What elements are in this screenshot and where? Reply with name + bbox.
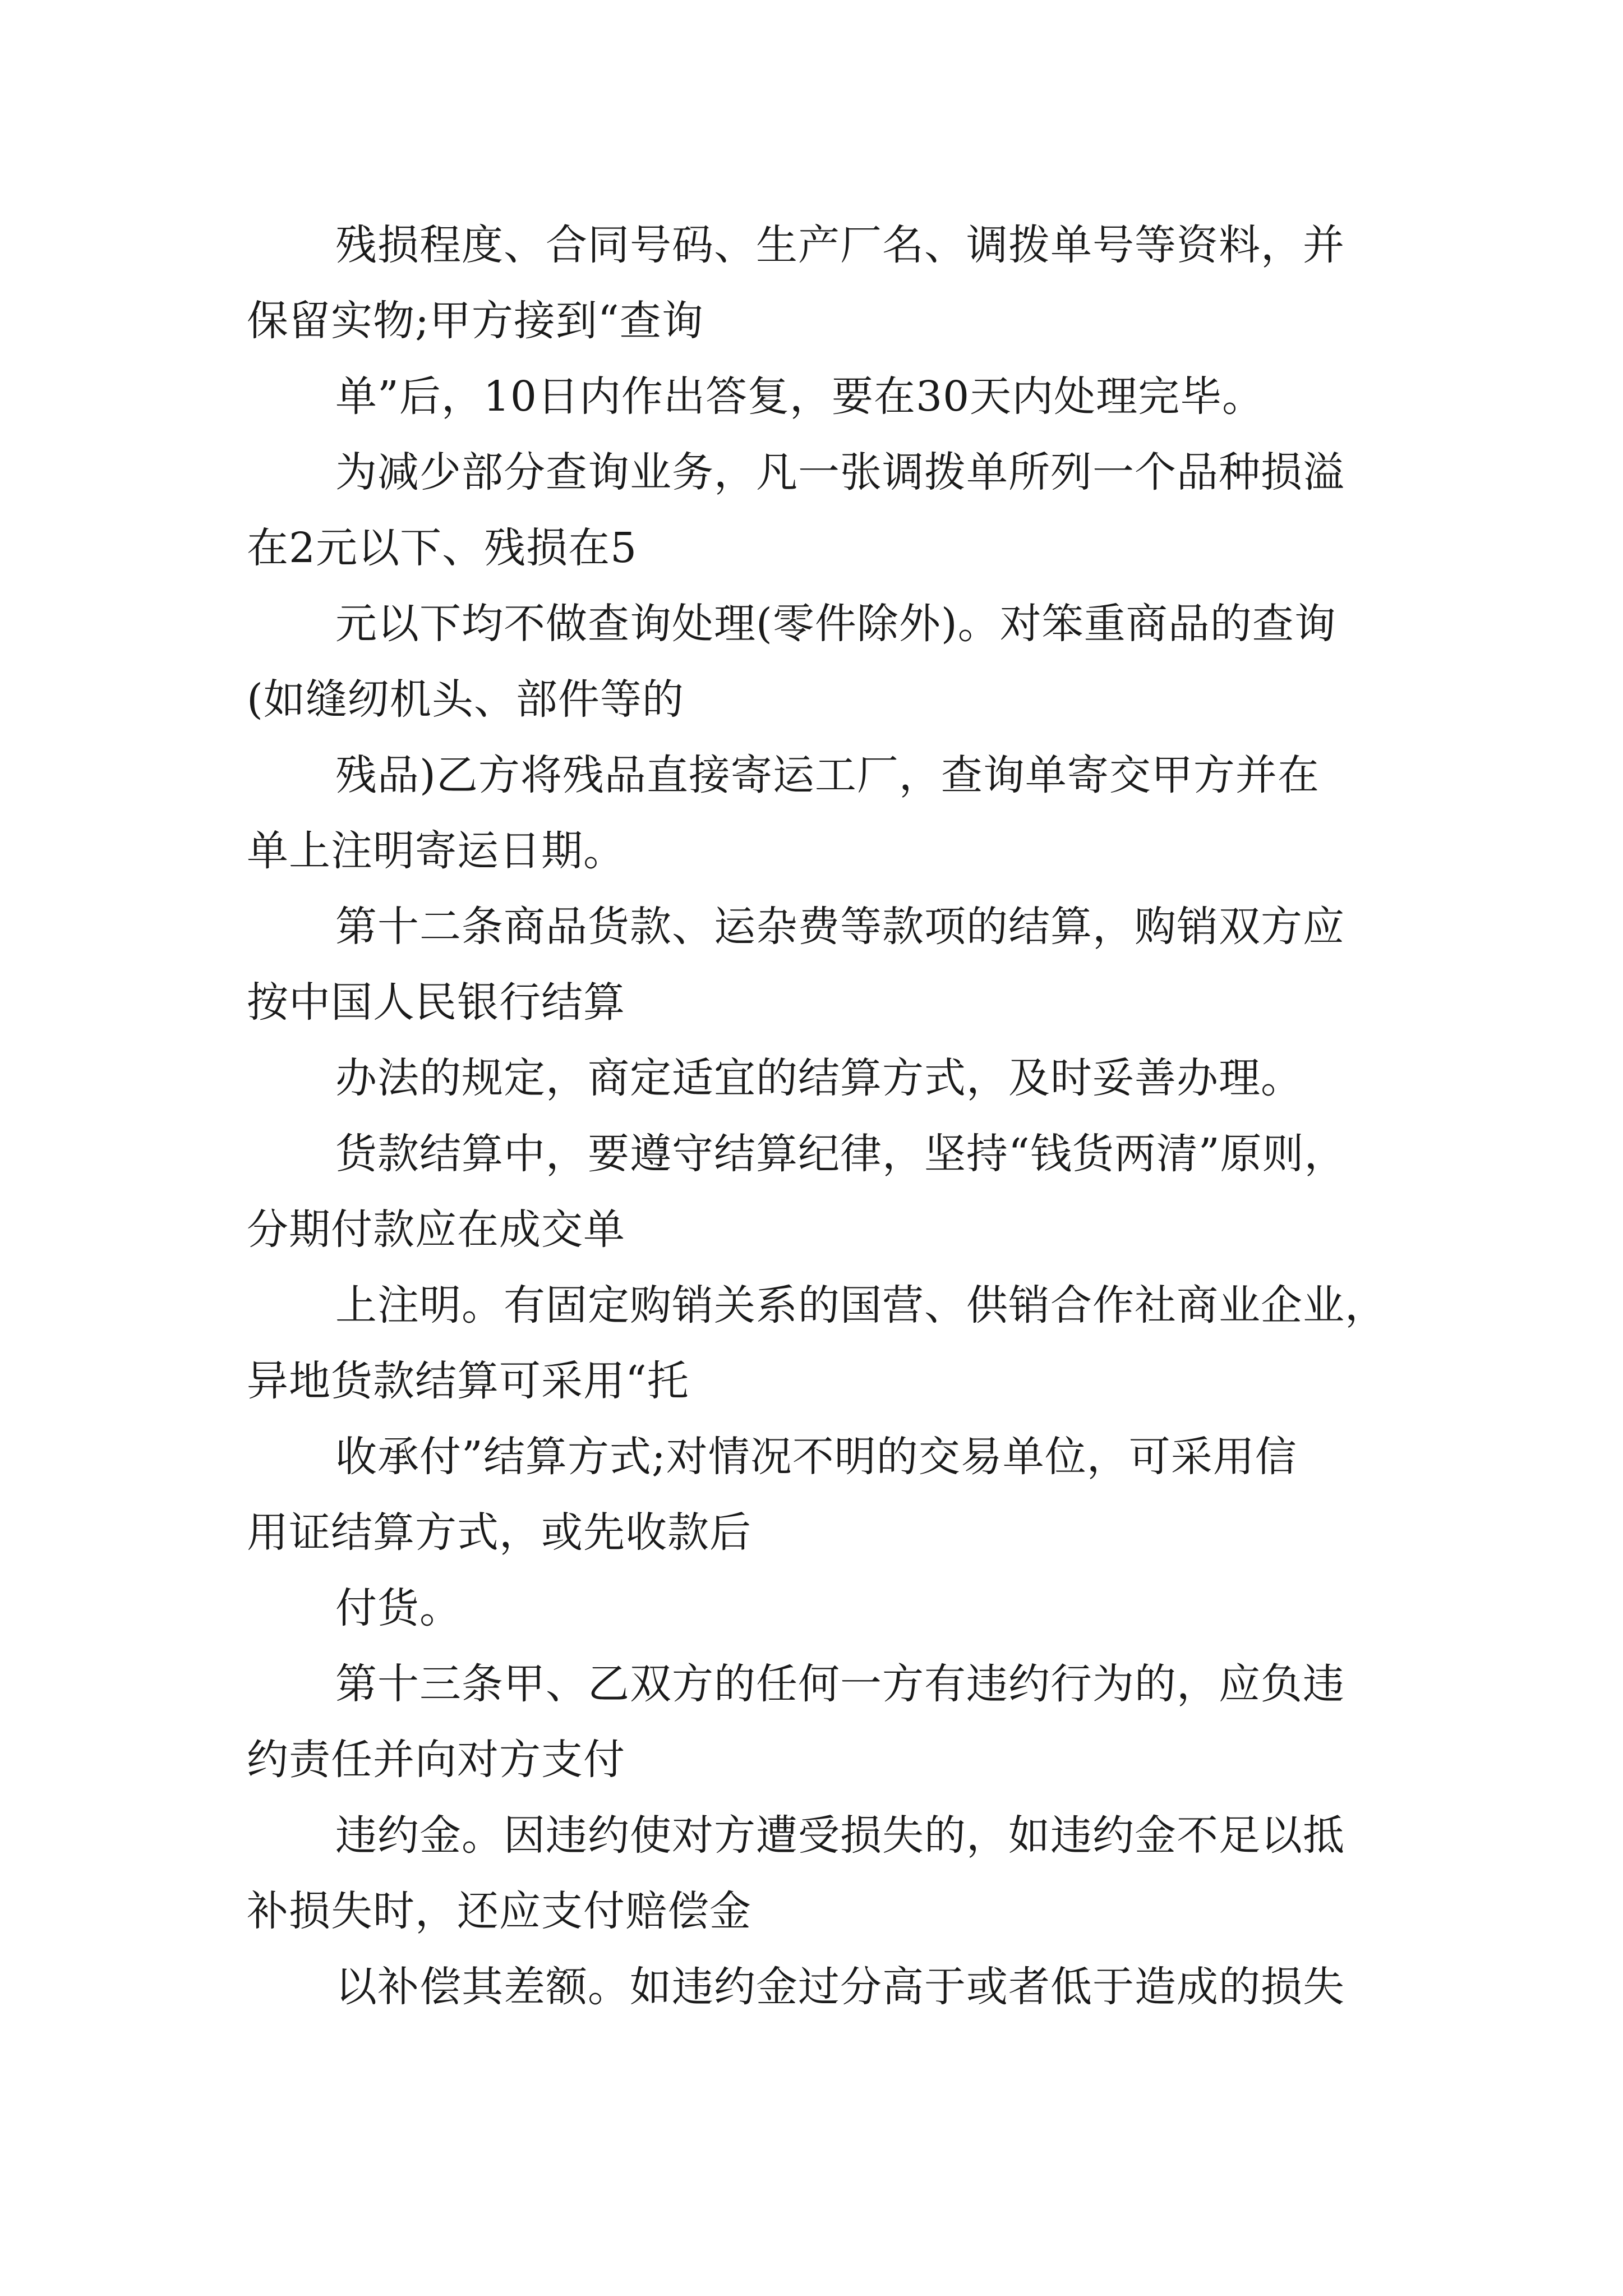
text-line: 分期付款应在成交单 xyxy=(247,1205,625,1254)
text-line: 办法的规定，商定适宜的结算方式，及时妥善办理。 xyxy=(335,1054,1303,1102)
text-line: 按中国人民银行结算 xyxy=(247,978,625,1027)
text-line: 异地货款结算可采用“托 xyxy=(247,1357,689,1405)
text-line: 付货。 xyxy=(335,1584,462,1632)
text-line: 约责任并向对方支付 xyxy=(247,1736,625,1784)
text-line: 为减少部分查询业务，凡一张调拨单所列一个品种损溢 xyxy=(335,448,1345,496)
text-line: 货款结算中，要遵守结算纪律，坚持“钱货两清”原则， xyxy=(335,1130,1347,1178)
text-line: 在2元以下、残损在5 xyxy=(247,524,638,572)
document-body xyxy=(247,208,1387,2025)
text-line: 残损程度、合同号码、生产厂名、调拨单号等资料，并 xyxy=(335,221,1345,269)
text-line: 单上注明寄运日期。 xyxy=(247,827,625,875)
text-line: 用证结算方式，或先收款后 xyxy=(247,1508,751,1557)
text-line: 残品)乙方将残品直接寄运工厂，查询单寄交甲方并在 xyxy=(335,751,1320,799)
text-line: 补损失时，还应支付赔偿金 xyxy=(247,1887,751,1935)
text-line: 上注明。有固定购销关系的国营、供销合作社商业企业， xyxy=(335,1281,1387,1329)
text-line: 第十二条商品货款、运杂费等款项的结算，购销双方应 xyxy=(335,903,1345,951)
text-line: 元以下均不做查询处理(零件除外)。对笨重商品的查询 xyxy=(335,600,1336,648)
text-line: 违约金。因违约使对方遭受损失的，如违约金不足以抵 xyxy=(335,1811,1345,1860)
text-line: 收承付”结算方式;对情况不明的交易单位，可采用信 xyxy=(335,1433,1297,1481)
text-line: (如缝纫机头、部件等的 xyxy=(247,675,684,724)
text-line: 单”后，10日内作出答复，要在30天内处理完毕。 xyxy=(335,372,1265,421)
text-line: 保留实物;甲方接到“查询 xyxy=(247,297,704,345)
text-line: 以补偿其差额。如违约金过分高于或者低于造成的损失 xyxy=(335,1963,1345,2011)
text-line: 第十三条甲、乙双方的任何一方有违约行为的，应负违 xyxy=(335,1660,1345,1708)
